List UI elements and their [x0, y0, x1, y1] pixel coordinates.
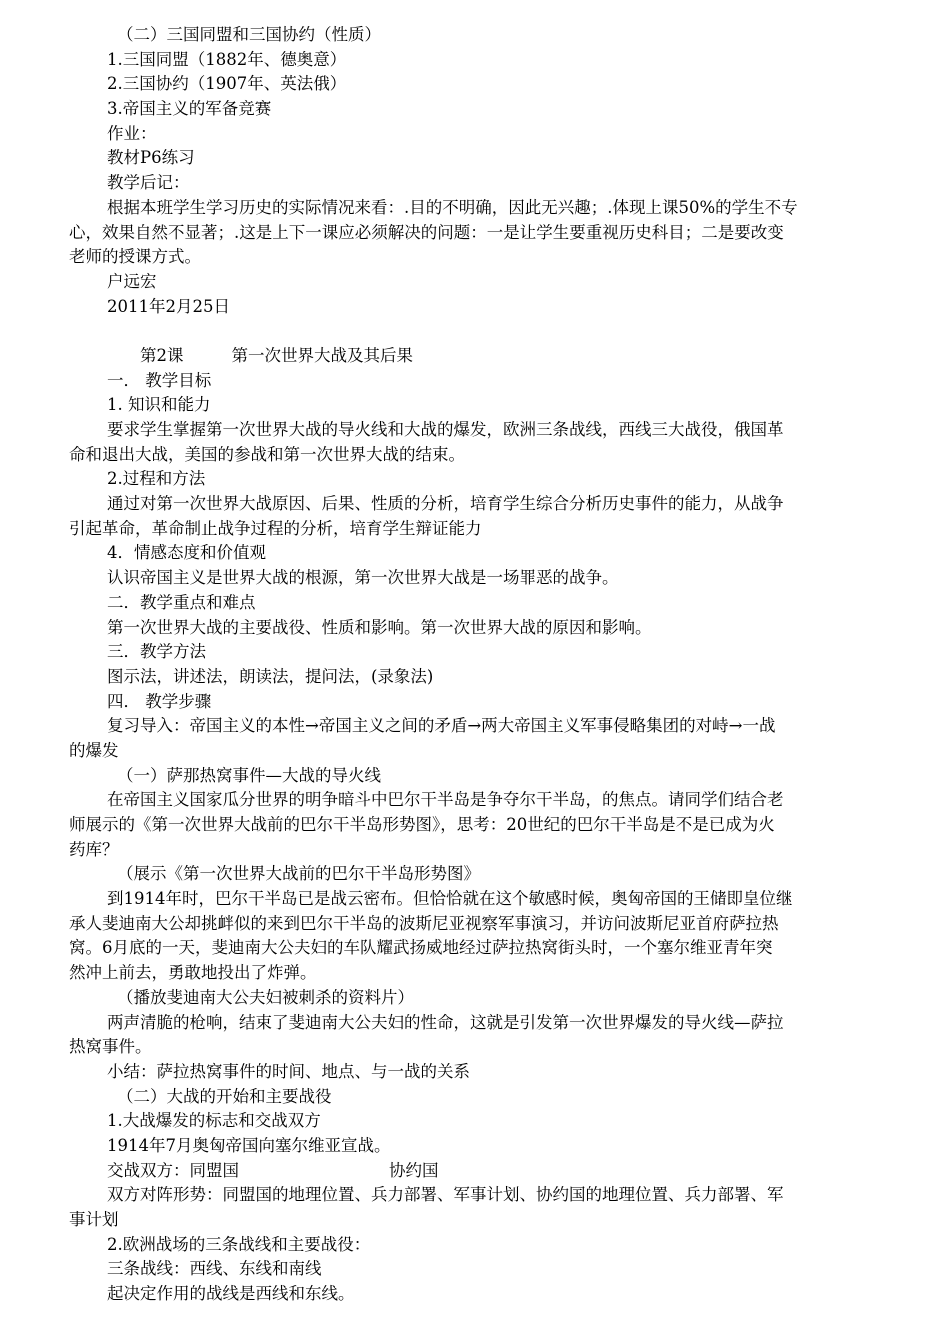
subsection-heading: 2.过程和方法: [107, 469, 206, 489]
stage-note: （播放斐迪南大公夫妇被刺杀的资料片）: [117, 987, 414, 1007]
paragraph-line: 两声清脆的枪响，结束了斐迪南大公夫妇的性命，这就是引发第一次世界爆发的导火线—萨拉: [107, 1012, 784, 1032]
blank-line: [69, 319, 907, 344]
document-page: [69, 23, 907, 1307]
lesson-name: 第一次世界大战及其后果: [231, 345, 413, 365]
paragraph-line: 命和退出大战，美国的参战和第一次世界大战的结束。: [69, 444, 465, 464]
paragraph-line: 1914年7月奥匈帝国向塞尔维亚宣战。: [107, 1135, 391, 1155]
subsection-heading: 2.欧洲战场的三条战线和主要战役：: [107, 1234, 371, 1254]
author-name: 户远宏: [107, 271, 157, 291]
summary-line: 小结：萨拉热窝事件的时间、地点、与一战的关系: [107, 1061, 470, 1081]
paragraph-line: 复习导入：帝国主义的本性→帝国主义之间的矛盾→两大帝国主义军事侵略集团的对峙→一战: [107, 716, 776, 736]
section-heading: 二．教学重点和难点: [107, 592, 256, 612]
paragraph-line: 双方对阵形势：同盟国的地理位置、兵力部署、军事计划、协约国的地理位置、兵力部署、军: [107, 1185, 784, 1205]
entente-label: 协约国: [389, 1160, 439, 1180]
paragraph-line: 第一次世界大战的主要战役、性质和影响。第一次世界大战的原因和影响。: [107, 617, 652, 637]
subsection-heading: （一）萨那热窝事件—大战的导火线: [117, 765, 381, 785]
paragraph-line: 起决定作用的战线是西线和东线。: [107, 1284, 355, 1304]
subsection-heading: （二）大战的开始和主要战役: [117, 1086, 332, 1106]
paragraph-line: 承人斐迪南大公却挑衅似的来到巴尔干半岛的波斯尼亚视察军事演习，并访问波斯尼亚首府萨拉热: [69, 913, 779, 933]
paragraph-line: 的爆发: [69, 740, 119, 760]
subsection-heading: 1. 知识和能力: [107, 395, 211, 415]
belligerents-line: [69, 1159, 907, 1184]
paragraph-line: 三条战线：西线、东线和南线: [107, 1259, 322, 1279]
date: 2011年2月25日: [107, 296, 230, 316]
list-item: 3.帝国主义的军备竞赛: [107, 99, 272, 119]
paragraph-line: 到1914年时，巴尔干半岛已是战云密布。但恰恰就在这个敏感时候，奥匈帝国的王储即皇位继: [107, 889, 793, 909]
paragraph-line: 窝。6月底的一天，斐迪南大公夫妇的车队耀武扬威地经过萨拉热窝街头时，一个塞尔维亚青年突: [69, 938, 773, 958]
reflection-label: 教学后记：: [107, 173, 190, 193]
homework-label: 作业：: [107, 123, 157, 143]
paragraph-line: 事计划: [69, 1210, 119, 1229]
paragraph-line: 要求学生掌握第一次世界大战的导火线和大战的爆发，欧洲三条战线，西线三大战役，俄国革: [107, 420, 784, 439]
section-heading: 三．教学方法: [107, 642, 206, 662]
paragraph-line: 师展示的《第一次世界大战前的巴尔干半岛形势图》，思考：20世纪的巴尔干半岛是不是已成为火: [69, 815, 775, 834]
list-item: 1.三国同盟（1882年、德奥意）: [107, 49, 347, 69]
paragraph-line: 药库？: [69, 839, 119, 859]
subsection-heading: 4．情感态度和价值观: [107, 543, 266, 563]
section-heading: 一． 教学目标: [107, 370, 212, 390]
lesson-title: [69, 344, 907, 369]
section-heading: 四． 教学步骤: [107, 691, 212, 711]
list-item: 2.三国协约（1907年、英法俄）: [107, 74, 347, 94]
paragraph-line: 引起革命，革命制止战争过程的分析，培育学生辩证能力: [69, 518, 482, 538]
paragraph-line: 认识帝国主义是世界大战的根源，第一次世界大战是一场罪恶的战争。: [107, 568, 619, 588]
paragraph-line: 在帝国主义国家瓜分世界的明争暗斗中巴尔干半岛是争夺尔干半岛，的焦点。请同学们结合老: [107, 790, 784, 810]
lesson-number: 第2课: [140, 345, 184, 365]
central-powers-label: 交战双方：同盟国: [107, 1160, 239, 1180]
paragraph-line: 心，效果自然不显著；.这是上下一课应必须解决的问题：一是让学生要重视历史科目；二是要改变: [69, 222, 784, 242]
subsection-heading: 1.大战爆发的标志和交战双方: [107, 1111, 321, 1131]
paragraph-line: 图示法，讲述法，朗读法，提问法，(录象法): [107, 666, 434, 686]
stage-note: （展示《第一次世界大战前的巴尔干半岛形势图》: [117, 864, 480, 884]
paragraph-line: 热窝事件。: [69, 1037, 152, 1057]
homework-text: 教材P6练习: [107, 148, 195, 168]
paragraph-line: 根据本班学生学习历史的实际情况来看：.目的不明确，因此无兴趣；.体现上课50%的学生不专: [107, 197, 798, 217]
paragraph-line: 通过对第一次世界大战原因、后果、性质的分析，培育学生综合分析历史事件的能力，从战争: [107, 494, 784, 514]
paragraph-line: 然冲上前去，勇敢地投出了炸弹。: [69, 963, 317, 983]
section-heading: （二）三国同盟和三国协约（性质）: [117, 25, 381, 44]
paragraph-line: 老师的授课方式。: [69, 247, 201, 267]
